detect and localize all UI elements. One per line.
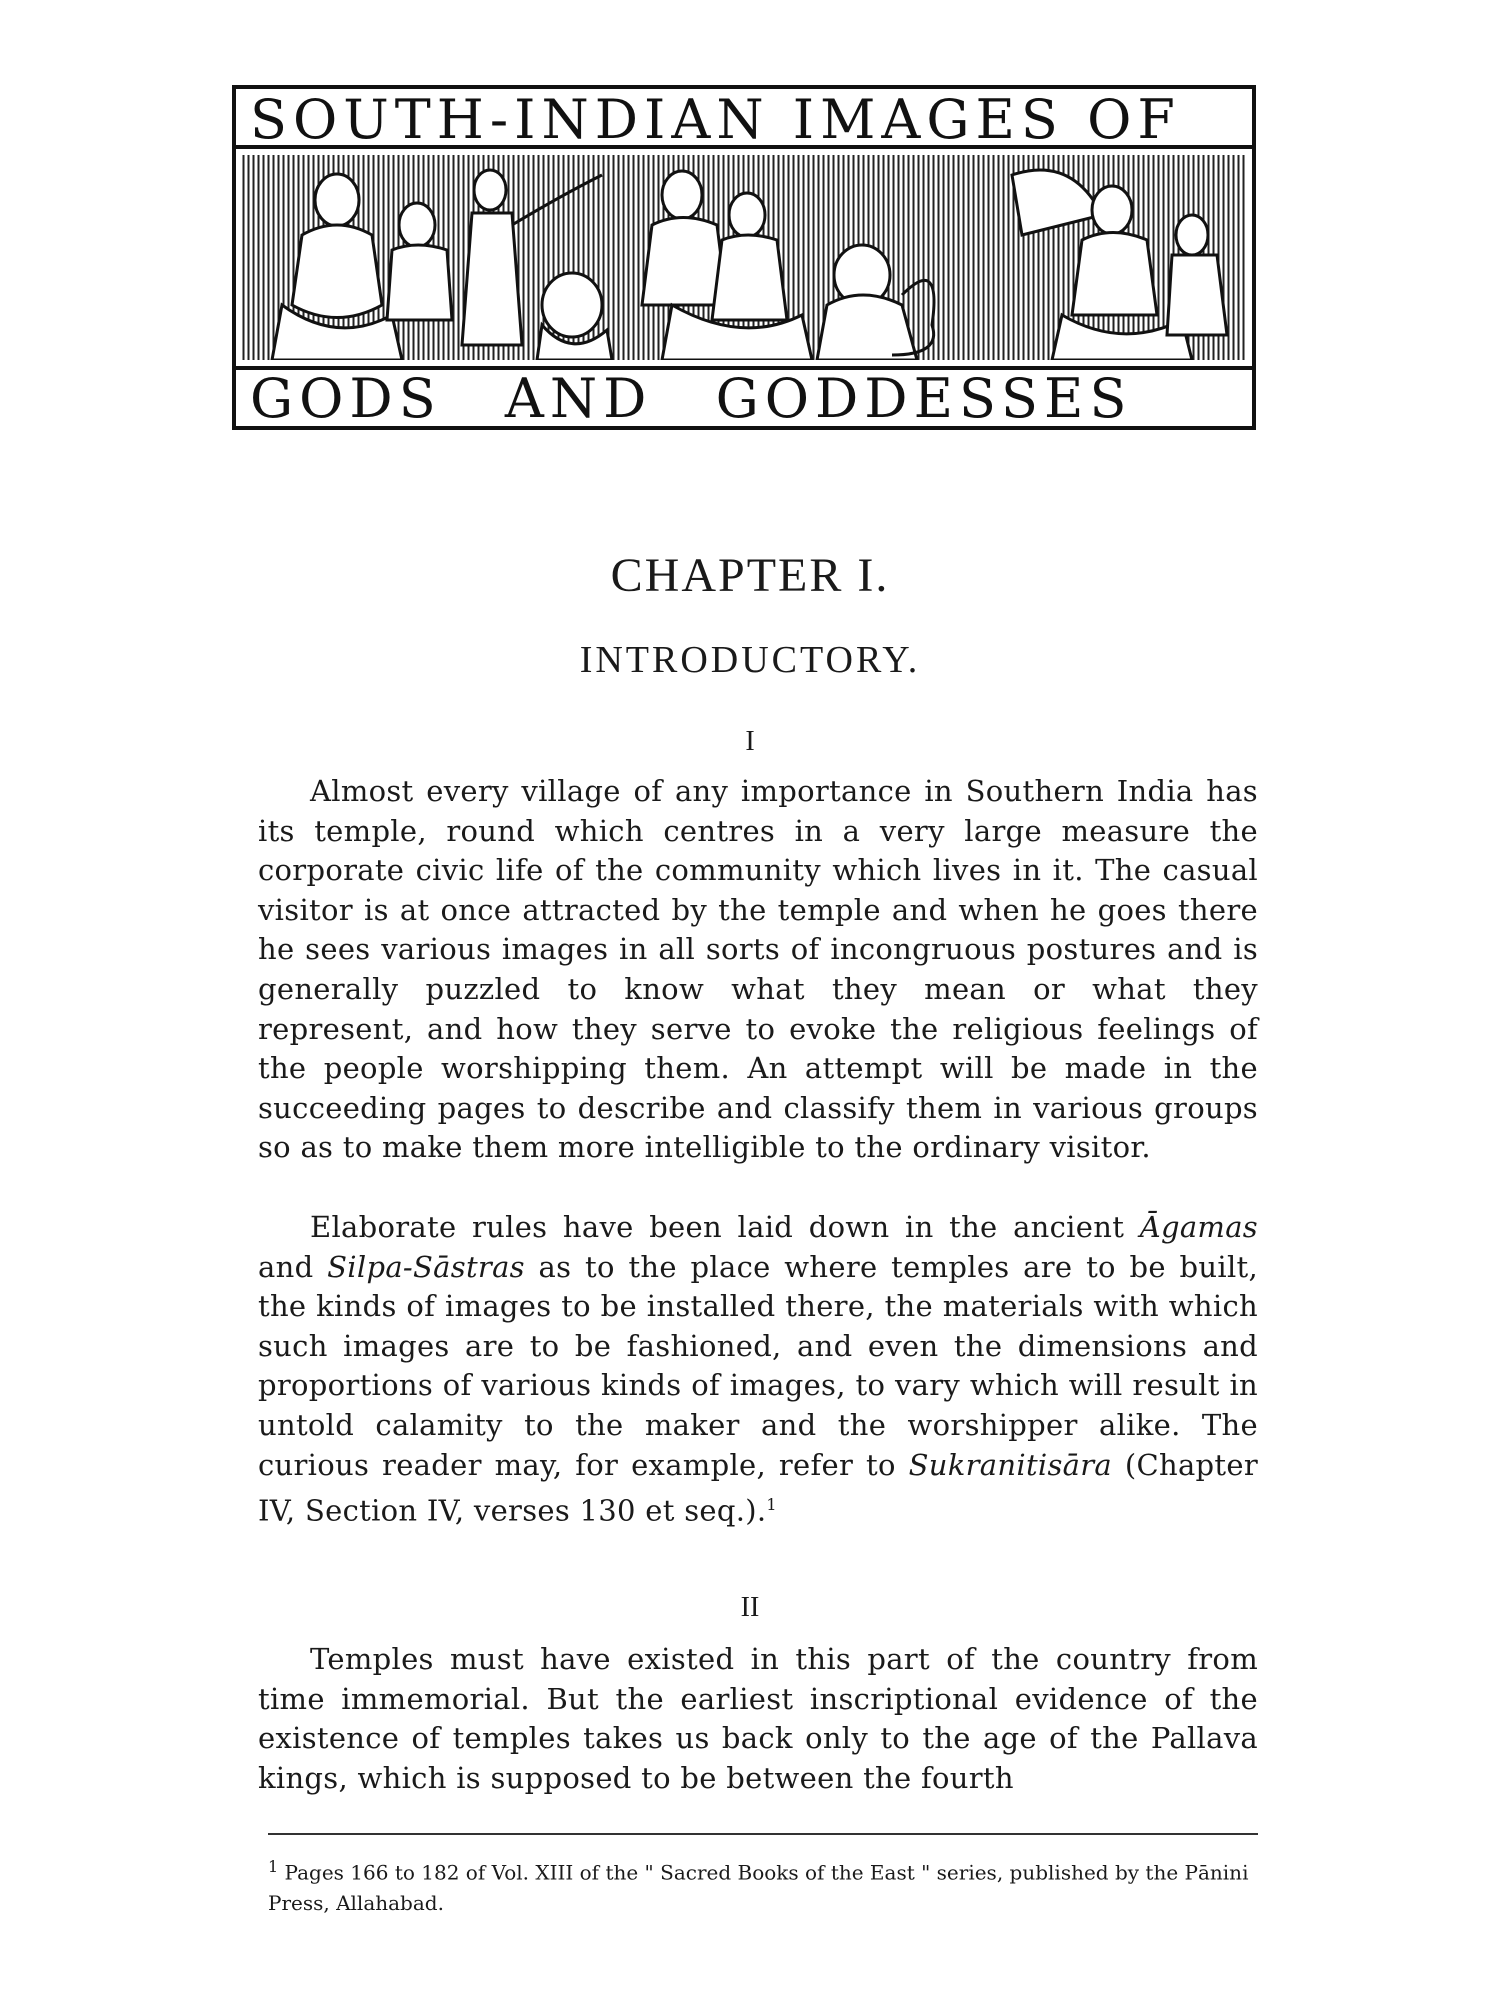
banner-title-top: SOUTH-INDIAN IMAGES OF [236,91,1252,149]
footnote-divider [268,1833,1258,1835]
section-numeral-two: II [740,1592,760,1623]
footnote-text: Pages 166 to 182 of Vol. XIII of the " Sacred Books of the East " series, published by the Pānini Press, Allahabad. [268,1860,1249,1915]
footnote-reference[interactable]: 1 [766,1495,777,1515]
term-silpa-sastras: Silpa-Sāstras [327,1249,525,1284]
paragraph-two-text-d: (Chapter IV, Section IV, verses 130 et seq.). [258,1447,1258,1528]
paragraph-two-text-c: as to the place where temples are to be built, the kinds of images to be installed there, the materials with which such images are to be fashioned, and even the dimensions and proportions of various kinds of images, to vary which will result in untold calamity to the maker and the worshipper alike. The curious reader may, for example, refer to [258,1249,1258,1482]
term-agamas: Āgamas [1139,1210,1258,1244]
paragraph-two [258,1208,1258,1531]
chapter-heading: CHAPTER I. [610,549,890,602]
footnote-mark: 1 [268,1857,279,1876]
chapter-subheading: INTRODUCTORY. [579,639,921,681]
term-sukranitisara: Sukranitisāra [908,1447,1112,1482]
footnote [268,1852,1258,1918]
section-numeral-one: I [745,726,755,757]
paragraph-three [258,1640,1258,1798]
paragraph-two-text-a: Elaborate rules have been laid down in the ancient [310,1210,1140,1244]
banner-title-bottom: GODS AND GODDESSES [236,366,1252,424]
paragraph-one [258,772,1258,1168]
paragraph-three-text: Temples must have existed in this part of the country from time immemorial. But the earliest inscriptional evidence of the existence of temples takes us back only to the age of the Pallava kings, which is supposed to be between the fourth [258,1642,1258,1795]
engraved-deities-illustration [242,155,1246,360]
title-banner [232,85,1256,430]
paragraph-two-text-b: and [258,1249,328,1284]
paragraph-one-text: Almost every village of any importance in Southern India has its temple, round which centres in a very large measure the corporate civic life of the community which lives in it. The casual visitor is at once attracted by the temple and when he goes there he sees various images in all sorts of incongruous postures and is generally puzzled to know what they mean or what they represent, and how they serve to evoke the religious feelings of the people worshipping them. An attempt will be made in the succeeding pages to describe and classify them in various groups so as to make them more intelligible to the ordinary visitor. [258,774,1258,1165]
